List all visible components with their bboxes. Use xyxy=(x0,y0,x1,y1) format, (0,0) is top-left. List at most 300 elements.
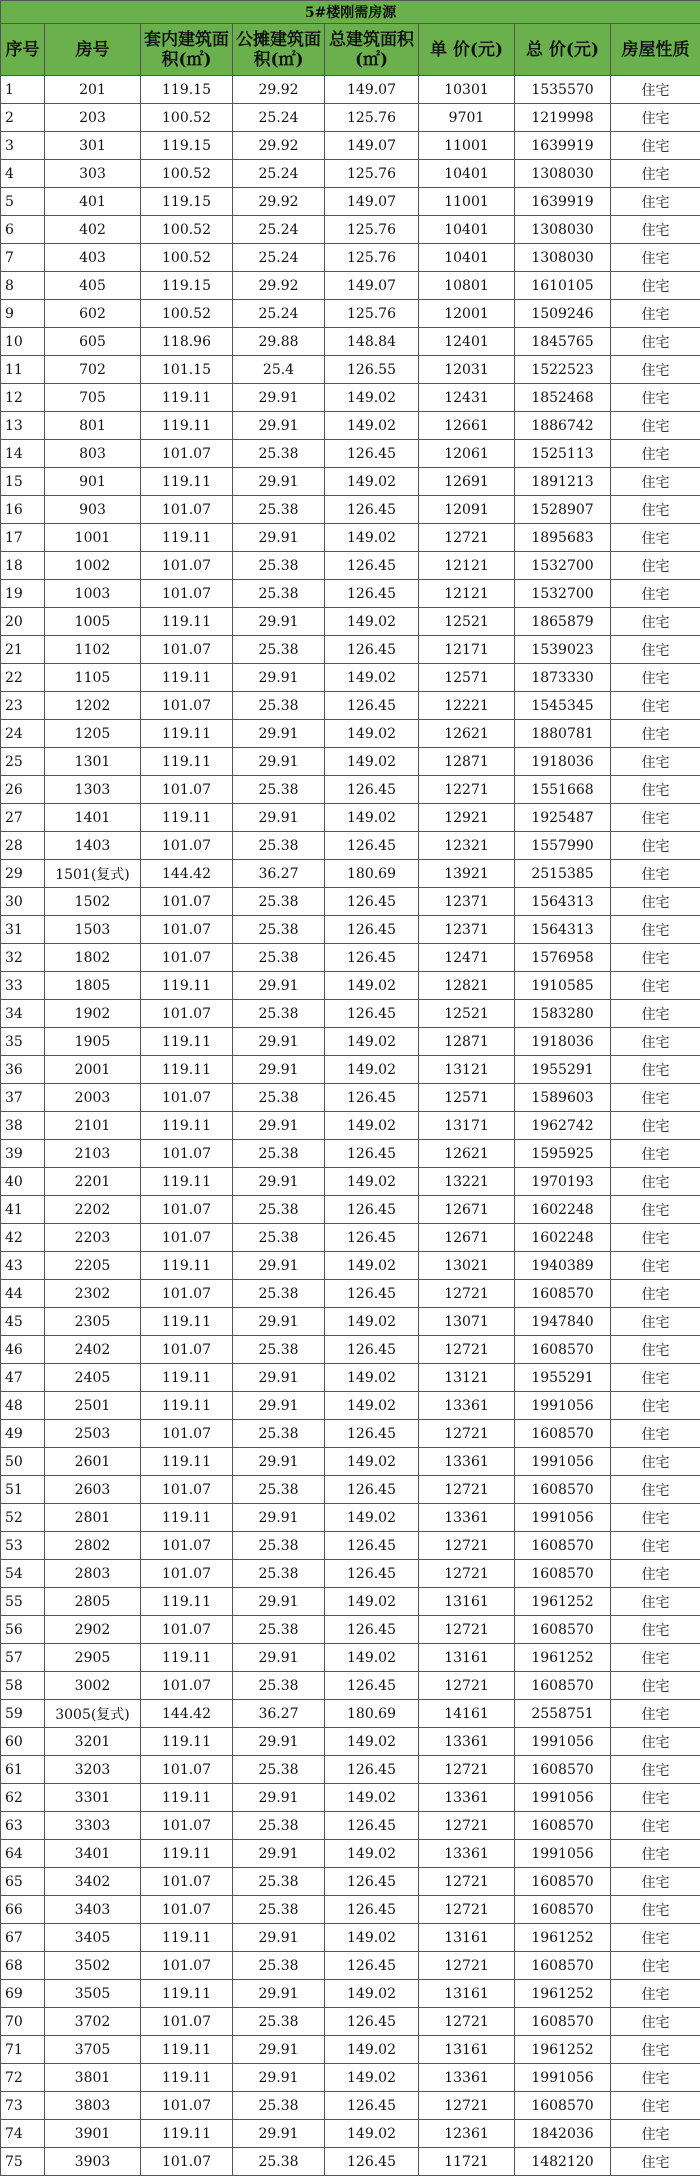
cell-property-type: 住宅 xyxy=(611,804,700,832)
cell-unit-price: 12721 xyxy=(419,1532,515,1560)
cell-total-price: 1608570 xyxy=(515,1616,611,1644)
cell-property-type: 住宅 xyxy=(611,524,700,552)
cell-seq: 52 xyxy=(1,1504,45,1532)
cell-property-type: 住宅 xyxy=(611,188,700,216)
cell-shared-area: 25.38 xyxy=(233,1616,325,1644)
cell-shared-area: 25.38 xyxy=(233,1420,325,1448)
cell-total-area: 149.02 xyxy=(325,804,419,832)
cell-unit-price: 13161 xyxy=(419,1924,515,1952)
cell-room: 301 xyxy=(45,132,141,160)
cell-inner-area: 119.11 xyxy=(141,1504,233,1532)
cell-inner-area: 101.07 xyxy=(141,1336,233,1364)
cell-shared-area: 29.91 xyxy=(233,1644,325,1672)
cell-total-price: 1308030 xyxy=(515,160,611,188)
cell-unit-price: 12921 xyxy=(419,804,515,832)
cell-property-type: 住宅 xyxy=(611,944,700,972)
cell-total-area: 126.45 xyxy=(325,1224,419,1252)
table-row xyxy=(1,1560,700,1588)
cell-room: 2205 xyxy=(45,1252,141,1280)
cell-property-type: 住宅 xyxy=(611,1812,700,1840)
table-row xyxy=(1,1924,700,1952)
cell-shared-area: 29.91 xyxy=(233,524,325,552)
cell-room: 605 xyxy=(45,328,141,356)
cell-room: 705 xyxy=(45,384,141,412)
cell-inner-area: 119.11 xyxy=(141,1728,233,1756)
cell-inner-area: 119.11 xyxy=(141,1112,233,1140)
cell-total-area: 149.02 xyxy=(325,524,419,552)
cell-room: 2801 xyxy=(45,1504,141,1532)
cell-room: 303 xyxy=(45,160,141,188)
table-row xyxy=(1,328,700,356)
cell-total-area: 149.02 xyxy=(325,1364,419,1392)
cell-seq: 57 xyxy=(1,1644,45,1672)
cell-room: 901 xyxy=(45,468,141,496)
cell-unit-price: 10301 xyxy=(419,76,515,104)
cell-total-area: 126.45 xyxy=(325,1672,419,1700)
table-title: 5#楼刚需房源 xyxy=(1,1,700,24)
cell-total-area: 180.69 xyxy=(325,1700,419,1728)
table-row xyxy=(1,1756,700,1784)
table-row xyxy=(1,1308,700,1336)
cell-room: 2803 xyxy=(45,1560,141,1588)
cell-room: 2503 xyxy=(45,1420,141,1448)
table-row xyxy=(1,1644,700,1672)
cell-total-price: 1961252 xyxy=(515,1980,611,2008)
cell-inner-area: 101.07 xyxy=(141,916,233,944)
header-total-area: 总建筑面积(㎡) xyxy=(325,24,419,76)
cell-room: 3702 xyxy=(45,2008,141,2036)
table-row xyxy=(1,440,700,468)
cell-total-price: 1639919 xyxy=(515,188,611,216)
table-row xyxy=(1,2036,700,2064)
cell-room: 2805 xyxy=(45,1588,141,1616)
cell-shared-area: 29.92 xyxy=(233,76,325,104)
cell-unit-price: 11001 xyxy=(419,132,515,160)
cell-room: 403 xyxy=(45,244,141,272)
cell-total-area: 126.45 xyxy=(325,2092,419,2120)
cell-property-type: 住宅 xyxy=(611,1980,700,2008)
cell-inner-area: 119.11 xyxy=(141,1168,233,1196)
cell-unit-price: 12121 xyxy=(419,580,515,608)
cell-unit-price: 12571 xyxy=(419,1084,515,1112)
cell-inner-area: 119.11 xyxy=(141,804,233,832)
cell-property-type: 住宅 xyxy=(611,1728,700,1756)
table-body xyxy=(1,76,700,2176)
cell-room: 3405 xyxy=(45,1924,141,1952)
cell-total-area: 126.45 xyxy=(325,832,419,860)
cell-property-type: 住宅 xyxy=(611,832,700,860)
cell-property-type: 住宅 xyxy=(611,468,700,496)
cell-property-type: 住宅 xyxy=(611,1028,700,1056)
cell-shared-area: 29.88 xyxy=(233,328,325,356)
cell-unit-price: 12691 xyxy=(419,468,515,496)
cell-total-area: 149.07 xyxy=(325,188,419,216)
cell-seq: 55 xyxy=(1,1588,45,1616)
cell-property-type: 住宅 xyxy=(611,1336,700,1364)
cell-total-area: 149.02 xyxy=(325,1392,419,1420)
cell-inner-area: 119.11 xyxy=(141,1308,233,1336)
cell-shared-area: 29.91 xyxy=(233,720,325,748)
cell-property-type: 住宅 xyxy=(611,1448,700,1476)
cell-unit-price: 12371 xyxy=(419,916,515,944)
cell-room: 201 xyxy=(45,76,141,104)
cell-seq: 3 xyxy=(1,132,45,160)
cell-seq: 44 xyxy=(1,1280,45,1308)
cell-unit-price: 13361 xyxy=(419,2064,515,2092)
cell-seq: 49 xyxy=(1,1420,45,1448)
cell-seq: 46 xyxy=(1,1336,45,1364)
cell-shared-area: 25.24 xyxy=(233,104,325,132)
cell-total-price: 1608570 xyxy=(515,1812,611,1840)
cell-inner-area: 101.07 xyxy=(141,1812,233,1840)
cell-total-price: 1608570 xyxy=(515,1532,611,1560)
cell-inner-area: 101.07 xyxy=(141,692,233,720)
table-row xyxy=(1,2120,700,2148)
cell-property-type: 住宅 xyxy=(611,216,700,244)
cell-unit-price: 12521 xyxy=(419,1000,515,1028)
table-row xyxy=(1,104,700,132)
cell-seq: 71 xyxy=(1,2036,45,2064)
cell-total-price: 2515385 xyxy=(515,860,611,888)
cell-total-price: 1308030 xyxy=(515,244,611,272)
cell-property-type: 住宅 xyxy=(611,1476,700,1504)
cell-shared-area: 29.91 xyxy=(233,1784,325,1812)
cell-seq: 7 xyxy=(1,244,45,272)
cell-unit-price: 12721 xyxy=(419,2008,515,2036)
cell-inner-area: 119.11 xyxy=(141,1448,233,1476)
cell-total-area: 126.45 xyxy=(325,1616,419,1644)
cell-total-price: 1842036 xyxy=(515,2120,611,2148)
cell-total-area: 149.07 xyxy=(325,272,419,300)
cell-shared-area: 29.91 xyxy=(233,1840,325,1868)
cell-total-price: 1845765 xyxy=(515,328,611,356)
cell-seq: 34 xyxy=(1,1000,45,1028)
cell-seq: 67 xyxy=(1,1924,45,1952)
cell-total-price: 1528907 xyxy=(515,496,611,524)
header-row xyxy=(1,24,700,76)
cell-seq: 27 xyxy=(1,804,45,832)
cell-total-price: 1947840 xyxy=(515,1308,611,1336)
cell-shared-area: 29.92 xyxy=(233,272,325,300)
cell-unit-price: 12001 xyxy=(419,300,515,328)
cell-seq: 6 xyxy=(1,216,45,244)
cell-total-price: 1589603 xyxy=(515,1084,611,1112)
cell-total-area: 149.02 xyxy=(325,2036,419,2064)
cell-property-type: 住宅 xyxy=(611,2120,700,2148)
cell-inner-area: 101.07 xyxy=(141,1756,233,1784)
cell-seq: 5 xyxy=(1,188,45,216)
cell-seq: 47 xyxy=(1,1364,45,1392)
cell-inner-area: 119.11 xyxy=(141,1784,233,1812)
table-row xyxy=(1,1784,700,1812)
cell-total-price: 1955291 xyxy=(515,1056,611,1084)
cell-total-area: 149.02 xyxy=(325,1448,419,1476)
cell-shared-area: 25.38 xyxy=(233,552,325,580)
cell-seq: 25 xyxy=(1,748,45,776)
cell-seq: 37 xyxy=(1,1084,45,1112)
cell-total-area: 126.45 xyxy=(325,636,419,664)
cell-unit-price: 10401 xyxy=(419,244,515,272)
cell-inner-area: 101.07 xyxy=(141,496,233,524)
cell-total-price: 1891213 xyxy=(515,468,611,496)
cell-property-type: 住宅 xyxy=(611,328,700,356)
cell-unit-price: 12271 xyxy=(419,776,515,804)
cell-total-price: 1525113 xyxy=(515,440,611,468)
cell-property-type: 住宅 xyxy=(611,1532,700,1560)
cell-shared-area: 25.38 xyxy=(233,1672,325,1700)
cell-unit-price: 13161 xyxy=(419,1980,515,2008)
table-row xyxy=(1,1700,700,1728)
table-row xyxy=(1,692,700,720)
cell-total-price: 1610105 xyxy=(515,272,611,300)
cell-room: 1503 xyxy=(45,916,141,944)
cell-shared-area: 29.91 xyxy=(233,1364,325,1392)
cell-total-price: 1608570 xyxy=(515,1672,611,1700)
table-row xyxy=(1,1364,700,1392)
cell-total-area: 148.84 xyxy=(325,328,419,356)
cell-total-area: 149.02 xyxy=(325,748,419,776)
cell-shared-area: 25.24 xyxy=(233,160,325,188)
table-row xyxy=(1,188,700,216)
cell-seq: 58 xyxy=(1,1672,45,1700)
cell-unit-price: 12321 xyxy=(419,832,515,860)
cell-inner-area: 101.07 xyxy=(141,440,233,468)
cell-shared-area: 29.91 xyxy=(233,664,325,692)
cell-total-area: 149.02 xyxy=(325,1588,419,1616)
cell-property-type: 住宅 xyxy=(611,1672,700,1700)
cell-inner-area: 119.11 xyxy=(141,1980,233,2008)
cell-total-price: 1961252 xyxy=(515,1588,611,1616)
table-row xyxy=(1,1168,700,1196)
cell-total-area: 126.45 xyxy=(325,1868,419,1896)
cell-seq: 41 xyxy=(1,1196,45,1224)
cell-unit-price: 12721 xyxy=(419,1420,515,1448)
cell-shared-area: 29.91 xyxy=(233,1252,325,1280)
cell-seq: 56 xyxy=(1,1616,45,1644)
table-row xyxy=(1,244,700,272)
cell-room: 3005(复式) xyxy=(45,1700,141,1728)
table-row xyxy=(1,216,700,244)
table-row xyxy=(1,804,700,832)
cell-seq: 48 xyxy=(1,1392,45,1420)
cell-seq: 62 xyxy=(1,1784,45,1812)
cell-unit-price: 13071 xyxy=(419,1308,515,1336)
cell-unit-price: 12721 xyxy=(419,1476,515,1504)
cell-seq: 8 xyxy=(1,272,45,300)
cell-property-type: 住宅 xyxy=(611,300,700,328)
table-row xyxy=(1,1896,700,1924)
cell-unit-price: 12721 xyxy=(419,1812,515,1840)
cell-unit-price: 12721 xyxy=(419,1280,515,1308)
table-row xyxy=(1,1840,700,1868)
cell-room: 2003 xyxy=(45,1084,141,1112)
cell-inner-area: 100.52 xyxy=(141,244,233,272)
cell-total-price: 1852468 xyxy=(515,384,611,412)
cell-shared-area: 25.24 xyxy=(233,244,325,272)
cell-property-type: 住宅 xyxy=(611,692,700,720)
cell-unit-price: 10401 xyxy=(419,160,515,188)
cell-shared-area: 29.91 xyxy=(233,1056,325,1084)
cell-total-price: 1602248 xyxy=(515,1224,611,1252)
cell-total-area: 126.45 xyxy=(325,580,419,608)
cell-unit-price: 12371 xyxy=(419,888,515,916)
cell-property-type: 住宅 xyxy=(611,1420,700,1448)
cell-seq: 30 xyxy=(1,888,45,916)
cell-shared-area: 29.91 xyxy=(233,1028,325,1056)
header-unit-price: 单 价(元) xyxy=(419,24,515,76)
cell-seq: 70 xyxy=(1,2008,45,2036)
cell-total-area: 126.45 xyxy=(325,888,419,916)
cell-property-type: 住宅 xyxy=(611,1140,700,1168)
cell-shared-area: 25.38 xyxy=(233,1868,325,1896)
cell-property-type: 住宅 xyxy=(611,244,700,272)
cell-total-price: 1532700 xyxy=(515,580,611,608)
cell-total-area: 126.45 xyxy=(325,1812,419,1840)
cell-inner-area: 119.11 xyxy=(141,720,233,748)
cell-inner-area: 119.11 xyxy=(141,664,233,692)
cell-room: 2101 xyxy=(45,1112,141,1140)
table-row xyxy=(1,1280,700,1308)
cell-total-price: 1557990 xyxy=(515,832,611,860)
cell-total-price: 1961252 xyxy=(515,1644,611,1672)
cell-unit-price: 12621 xyxy=(419,720,515,748)
cell-shared-area: 25.38 xyxy=(233,1476,325,1504)
cell-inner-area: 119.11 xyxy=(141,1252,233,1280)
cell-room: 1202 xyxy=(45,692,141,720)
cell-property-type: 住宅 xyxy=(611,916,700,944)
cell-seq: 59 xyxy=(1,1700,45,1728)
cell-total-price: 1576958 xyxy=(515,944,611,972)
cell-unit-price: 12061 xyxy=(419,440,515,468)
table-row xyxy=(1,1000,700,1028)
cell-inner-area: 119.11 xyxy=(141,608,233,636)
cell-total-price: 1535570 xyxy=(515,76,611,104)
cell-seq: 12 xyxy=(1,384,45,412)
cell-room: 602 xyxy=(45,300,141,328)
cell-total-price: 1925487 xyxy=(515,804,611,832)
cell-unit-price: 13361 xyxy=(419,1392,515,1420)
cell-total-price: 1608570 xyxy=(515,1952,611,1980)
cell-property-type: 住宅 xyxy=(611,1896,700,1924)
cell-seq: 10 xyxy=(1,328,45,356)
cell-shared-area: 25.38 xyxy=(233,1196,325,1224)
cell-seq: 64 xyxy=(1,1840,45,1868)
cell-total-price: 1608570 xyxy=(515,1868,611,1896)
cell-room: 3401 xyxy=(45,1840,141,1868)
cell-room: 2501 xyxy=(45,1392,141,1420)
cell-inner-area: 119.15 xyxy=(141,188,233,216)
cell-total-area: 126.45 xyxy=(325,2008,419,2036)
cell-property-type: 住宅 xyxy=(611,2064,700,2092)
cell-property-type: 住宅 xyxy=(611,776,700,804)
cell-total-price: 1545345 xyxy=(515,692,611,720)
cell-inner-area: 101.07 xyxy=(141,1420,233,1448)
table-row xyxy=(1,832,700,860)
table-row xyxy=(1,636,700,664)
cell-room: 1401 xyxy=(45,804,141,832)
cell-unit-price: 12621 xyxy=(419,1140,515,1168)
cell-total-price: 1961252 xyxy=(515,2036,611,2064)
cell-property-type: 住宅 xyxy=(611,1168,700,1196)
table-row xyxy=(1,1532,700,1560)
cell-room: 803 xyxy=(45,440,141,468)
cell-seq: 21 xyxy=(1,636,45,664)
table-row xyxy=(1,2092,700,2120)
cell-shared-area: 25.4 xyxy=(233,356,325,384)
cell-seq: 39 xyxy=(1,1140,45,1168)
table-row xyxy=(1,1504,700,1532)
cell-property-type: 住宅 xyxy=(611,1588,700,1616)
cell-room: 2201 xyxy=(45,1168,141,1196)
cell-shared-area: 29.91 xyxy=(233,804,325,832)
cell-total-price: 1991056 xyxy=(515,1784,611,1812)
cell-inner-area: 119.15 xyxy=(141,272,233,300)
cell-unit-price: 12721 xyxy=(419,524,515,552)
cell-unit-price: 12721 xyxy=(419,1896,515,1924)
cell-total-price: 1865879 xyxy=(515,608,611,636)
cell-room: 702 xyxy=(45,356,141,384)
table-row xyxy=(1,776,700,804)
cell-shared-area: 29.91 xyxy=(233,384,325,412)
cell-room: 1905 xyxy=(45,1028,141,1056)
cell-shared-area: 25.38 xyxy=(233,1000,325,1028)
cell-shared-area: 29.92 xyxy=(233,188,325,216)
cell-unit-price: 12671 xyxy=(419,1196,515,1224)
table-row xyxy=(1,524,700,552)
cell-unit-price: 13361 xyxy=(419,1728,515,1756)
cell-total-area: 149.02 xyxy=(325,1112,419,1140)
cell-shared-area: 29.91 xyxy=(233,1392,325,1420)
cell-total-area: 126.45 xyxy=(325,1084,419,1112)
cell-total-area: 149.02 xyxy=(325,608,419,636)
cell-unit-price: 13121 xyxy=(419,1056,515,1084)
cell-seq: 38 xyxy=(1,1112,45,1140)
cell-shared-area: 25.38 xyxy=(233,440,325,468)
cell-inner-area: 101.07 xyxy=(141,552,233,580)
table-row xyxy=(1,300,700,328)
cell-property-type: 住宅 xyxy=(611,384,700,412)
cell-seq: 68 xyxy=(1,1952,45,1980)
cell-room: 3505 xyxy=(45,1980,141,2008)
cell-total-area: 149.02 xyxy=(325,1924,419,1952)
cell-shared-area: 29.91 xyxy=(233,1980,325,2008)
cell-total-area: 126.45 xyxy=(325,2148,419,2176)
cell-unit-price: 14161 xyxy=(419,1700,515,1728)
cell-unit-price: 13361 xyxy=(419,1784,515,1812)
cell-room: 1003 xyxy=(45,580,141,608)
cell-unit-price: 13221 xyxy=(419,1168,515,1196)
table-row xyxy=(1,76,700,104)
cell-inner-area: 119.11 xyxy=(141,2036,233,2064)
cell-shared-area: 29.91 xyxy=(233,748,325,776)
cell-room: 3201 xyxy=(45,1728,141,1756)
cell-inner-area: 101.07 xyxy=(141,1532,233,1560)
table-row xyxy=(1,720,700,748)
cell-total-area: 126.45 xyxy=(325,692,419,720)
cell-shared-area: 25.38 xyxy=(233,1560,325,1588)
cell-seq: 35 xyxy=(1,1028,45,1056)
cell-room: 1205 xyxy=(45,720,141,748)
cell-total-area: 126.45 xyxy=(325,944,419,972)
cell-seq: 18 xyxy=(1,552,45,580)
cell-seq: 11 xyxy=(1,356,45,384)
cell-seq: 43 xyxy=(1,1252,45,1280)
cell-seq: 32 xyxy=(1,944,45,972)
header-total-price: 总 价(元) xyxy=(515,24,611,76)
cell-seq: 72 xyxy=(1,2064,45,2092)
cell-inner-area: 101.07 xyxy=(141,776,233,804)
cell-total-price: 1991056 xyxy=(515,2064,611,2092)
